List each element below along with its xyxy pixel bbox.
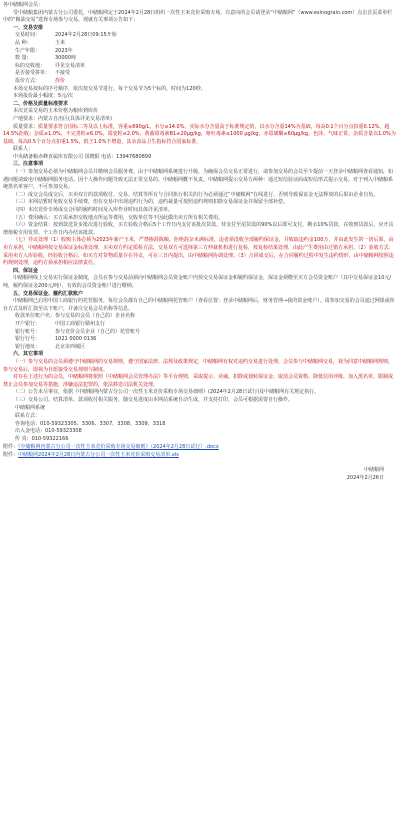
intro-paragraph: 受中储粮集团内蒙古分公司委托，中储粮网定于2024年2月28日组织一次性玉米竞价采购专场，有意向的会员请登录“中储粮网”（www.esinograin.com）点击首页菜单栏中的“粮油交易”选择专场参与交易。现就有关事项公告如下： bbox=[3, 9, 393, 24]
account-info-row bbox=[3, 321, 396, 329]
account-info-row bbox=[3, 313, 396, 321]
trade-info-key: 品 种： bbox=[15, 39, 32, 46]
attachment-label: 附件： bbox=[3, 452, 19, 459]
contact-line: 中央储备粮赤峰直属库有限公司 国晓阳 电话：13947680899 bbox=[13, 153, 152, 160]
note-paragraph: （三）本网站暂时免收交易手续费，但在交易中出现违约行为的，违约裁量可按照违约规则扣除交易保证金并保留全部补偿。 bbox=[13, 199, 289, 206]
fund-phone: 出入金电话：010-59323308 bbox=[15, 428, 82, 435]
trade-info-value: 挥价 bbox=[55, 77, 66, 84]
other-paragraph: （二）公告未尽事宜，依据《中储粮网内蒙古分公司一次性玉米竞价采购专场交易细则》(2024年2月28日试行)及中储粮网有关规定执行。 bbox=[13, 389, 320, 396]
signature-org: 中储粮网 bbox=[363, 466, 384, 473]
deposit-paragraph: 中储粮网线上交易实行保证金制度，会员在参与交易前须向中储粮网会员资金账户内预交交易保证金和履约保证金，保证金须缴至买方会员资金账户（其中交易保证金10元/吨，履约保证金200元/吨），有效的会员资金账户进行缴纳。 bbox=[3, 275, 392, 289]
account-info-key: 银行行号： bbox=[15, 336, 41, 343]
price-basis-line: 本次竞采交易的玉米价格为粮库到库价 bbox=[13, 108, 99, 115]
trade-info-key: 是否接受拼单： bbox=[15, 70, 51, 77]
section-price-quality-title: 二、价格及质量标准要求 bbox=[13, 100, 69, 107]
account-info-value: 1021 0000 0136 bbox=[55, 336, 97, 343]
trade-info-value: 2023年 bbox=[55, 47, 73, 54]
note-paragraph: （一）参加交易必须为中储粮网会员并缴纳会员服务费。由于中储粮网系统进行升级，为确保会员交易正常进行，请参加交易的会员至少提前一天登录中储粮网查看通知，如遇问题请致电中储粮网服务电话。因个人操作问题导致无法正常交易的，中储粮网概不负责。中储粮网提示交易方两种：通过短信验证码或短信形式提示交易。对于列入中储粮系统黑名单客户，不可参加交易。 bbox=[3, 169, 394, 191]
account-info-row bbox=[3, 344, 396, 352]
trade-info-value: 30000吨 bbox=[55, 55, 76, 62]
trade-info-row bbox=[3, 55, 396, 63]
attachment-label: 附件： bbox=[3, 444, 19, 451]
contact-org: 中储粮网系统 bbox=[15, 405, 46, 412]
contact-block bbox=[3, 405, 396, 443]
account-info-value: 北京市西城区 bbox=[55, 343, 86, 350]
trade-info-row bbox=[3, 32, 396, 40]
quality-label: 质量要求： bbox=[13, 123, 39, 130]
trade-info-value: 2024年2月28日09:15开始 bbox=[55, 32, 117, 39]
trade-info-row bbox=[3, 40, 396, 48]
section-account-title: 五、交易保证金、履约汇款账户 bbox=[13, 290, 84, 297]
signature bbox=[3, 466, 396, 482]
account-info-list bbox=[3, 313, 396, 351]
quality-requirement bbox=[3, 124, 396, 147]
account-info-key: 开户银行： bbox=[15, 320, 41, 327]
attachment-item bbox=[3, 452, 396, 460]
account-info-key: 银行地址： bbox=[15, 343, 41, 350]
account-info-row bbox=[3, 336, 396, 344]
trade-info-value: 玉米 bbox=[55, 39, 66, 46]
note-paragraph: （四）本次竞价专场成交合同的履约时间及入库作业时间具体详见清单。 bbox=[13, 207, 174, 214]
origin-line: 产地要求：内蒙古自治区(具体详见交易清单) bbox=[13, 115, 112, 122]
account-intro: 中储粮网已启用中国工商银行的托管服务，每位会员都有自己的中储粮网托管账户（查看位置：登录中储粮网后，财务管理→我的资金账户）。请参加交易的会员通过网银或柜台方式及时汇款至以下账户，并备注交易会员名称等信息。 bbox=[3, 298, 395, 312]
note-paragraph: （六）资金结算：按到款送货步批次进行验收，买方验收合格后5个工作日内支付该批次货款，待支付至尾货款的90%以后即可支付，剩余10%货款，在收到货款后，应开具增值税专用发票，个工作日内办结该批款。 bbox=[3, 222, 394, 236]
trade-info-key: 交易时间： bbox=[15, 32, 41, 39]
trade-info-key: 报价方式： bbox=[15, 77, 41, 84]
section-deposit-title: 四、保证金 bbox=[13, 267, 39, 274]
account-info-value: 参与交易的会员（自己的）企业名称 bbox=[55, 313, 136, 320]
trade-rule-line: 本场交易按标的序号顺序，依次按交易节进行，每个交易节为5个标的，时间为120秒。 bbox=[13, 85, 206, 92]
section-other-title: 六、其它事项 bbox=[13, 351, 44, 358]
other-paragraph: 对存在上述行为的会员，中储粮网将依照《中储粮网会员管理办法》等平台规则，采取提示、劝诫、扣除或划转保证金、取消会员资格、降低信用评级、加入黑名单、限制或禁止会员参加交易等措施，涉嫌违法犯罪的，依法移送司法机关处理。 bbox=[3, 374, 394, 388]
trade-info-key: 数 量： bbox=[15, 55, 32, 62]
fax-number: 传 真：010-59322166 bbox=[15, 435, 69, 442]
trade-info-row bbox=[3, 78, 396, 86]
salutation: 各中储粮网会员： bbox=[3, 2, 44, 8]
attachment-item bbox=[3, 444, 396, 452]
attachment-link-rules[interactable]: 《中储粮网内蒙古分公司一次性玉米竞价采购专场交易细则》（2024年2月28日试行）.docx bbox=[18, 444, 219, 451]
account-info-value: 参与竞价会员企业（自己的）托管账号 bbox=[55, 328, 141, 335]
price-step-line: 本场报价最小幅度：5元/次 bbox=[13, 93, 73, 100]
trade-info-value: 详见交易清单 bbox=[55, 62, 86, 69]
trade-info-list bbox=[3, 32, 396, 85]
section-trade-arrangement-title: 一、交易安排 bbox=[13, 24, 44, 31]
consult-phone: 咨询电话：010-59323305、3306、3307、3308、3309、3318 bbox=[15, 420, 166, 427]
quality-text: 质量要求符合国标二等及以上标准，容重≥690g/L，水分≤14.0%，实际水分含量高于标准规定的，以水分含量14%为基础，每高0.1个百分点扣重0.12%，超14.5%拒收；杂质≤1.0%，不完善粒≤6.0%，霉变粒≤2.0%，黄曲霉毒素B1≤20μg/kg，呕吐毒素≤1000 μg/kg，赤霉烯酮≤60μg/kg，色泽、气味正常。杂质含量以1.0%为基础，每高0.5个百分点扣重1.5%，低于1.0%不增量，其余食品卫生指标符合国家标准。 bbox=[3, 123, 396, 145]
attachments bbox=[3, 444, 396, 459]
note-paragraph: （五）费用确认：买方需承担交收地点所运等费用，交收单位等不因此做出卖方所有相关费用。 bbox=[13, 214, 224, 221]
trade-info-value: 不接受 bbox=[55, 70, 71, 77]
trade-info-key: 生产年限： bbox=[15, 47, 41, 54]
contact-heading: 联系方式： bbox=[15, 413, 41, 420]
account-info-key: 银行账号： bbox=[15, 328, 41, 335]
signature-date: 2024年2月26日 bbox=[346, 474, 384, 481]
account-info-row bbox=[3, 329, 396, 337]
note-paragraph: （二）成交会员成交后，买卖双方的款项收付、交易、结算等所有与合同执行相关的行为必须通过“中储粮网”在线进行，否则导致保证金无法释放的后果由企业自负。 bbox=[13, 191, 379, 198]
trade-info-row bbox=[3, 70, 396, 78]
section-notes-title: 三、注意事项 bbox=[13, 161, 44, 168]
contact-label: 联系人： bbox=[13, 146, 34, 153]
attachment-link-list[interactable]: 中储粮网2024年2月28日内蒙古分公司一次性玉米竞价采购交易清单.xls bbox=[18, 452, 179, 459]
other-paragraph: （一）参与交易的会员须遵守中储粮网的交易规则，遵守国家法律、法规及政策规定，中储粮网有权对违约交易进行处理，会员参与中储粮网交易，视为同意中储粮网规则，参与交易后，即视为自愿接受交易规则与制度。 bbox=[3, 358, 394, 373]
trade-info-key: 标的交收地： bbox=[15, 62, 46, 69]
note-paragraph-dispute: （七）异议处理（1）收购主体必须为2023年新产玉米，严禁掺混陈粮。拒绝混杂未满标准，违者须没收全部履约保证金，并收取违约金100万，并由此发生的一切后果，由卖方承担，中储粮网按交易保证金标准处理，买卖双方约定质检方法，交易双方可选择第三方仲裁机构进行复检，按复检结果处理，由此产生费用由过错方承担。（2）验收方式：采用卖方入库验收，经验收合格后，如买方对货物质量存在异议，可在三日内提出，由中储粮网协调处理。（3）合同成交后，在合同履约过程中发生违约情形，由中储粮网按照违约规则处理，违约方须承担相应法律责任。 bbox=[3, 237, 394, 267]
account-info-key: 收款单位账户名： bbox=[15, 313, 56, 320]
other-paragraph: （三）交易公司、结算清单、款项收付相关服务，随交易进度由本网站系统自动生成，并支持打印，会员可根据需要自行操作。 bbox=[13, 396, 294, 403]
account-info-value: 中国工商银行赣州支行 bbox=[55, 320, 106, 327]
